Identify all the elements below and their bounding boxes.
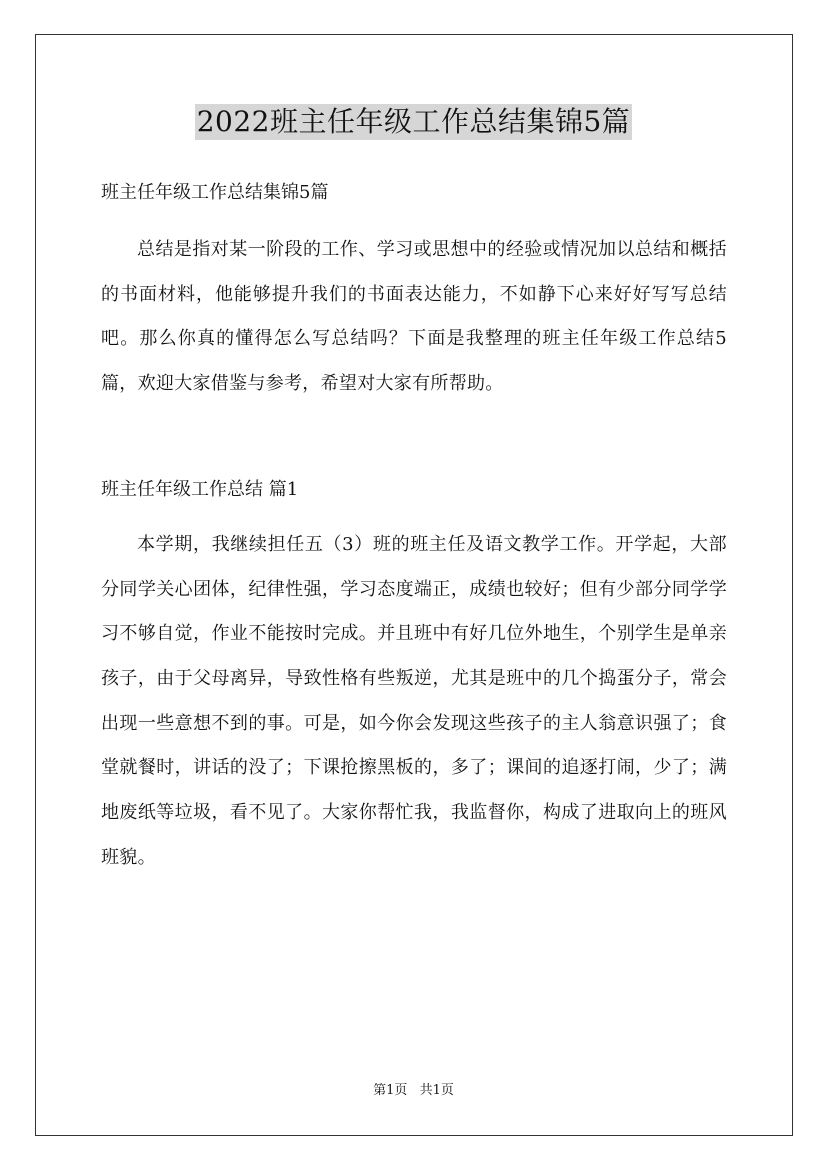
page-number-total: 共1页 bbox=[419, 1083, 454, 1098]
page-footer bbox=[0, 1082, 827, 1100]
intro-paragraph: 总结是指对某一阶段的工作、学习或思想中的经验或情况加以总结和概括的书面材料，他能够提升我们的书面表达能力，不如静下心来好好写写总结吧。那么你真的懂得怎么写总结吗？下面是我整理的班主任年级工作总结5篇，欢迎大家借鉴与参考，希望对大家有所帮助。 bbox=[101, 239, 727, 395]
document-title: 2022班主任年级工作总结集锦5篇 bbox=[196, 105, 631, 138]
page-number-current: 第1页 bbox=[373, 1083, 408, 1098]
section-heading: 班主任年级工作总结 篇1 bbox=[101, 478, 299, 500]
document-subtitle: 班主任年级工作总结集锦5篇 bbox=[101, 182, 329, 203]
document-body bbox=[101, 176, 727, 880]
section-paragraph: 本学期，我继续担任五（3）班的班主任及语文教学工作。开学起，大部分同学关心团体，纪律性强，学习态度端正，成绩也较好；但有少部分同学学习不够自觉，作业不能按时完成。并且班中有好几位外地生，个别学生是单亲孩子，由于父母离异，导致性格有些叛逆，尤其是班中的几个捣蛋分子，常会出现一些意想不到的事。可是，如今你会发现这些孩子的主人翁意识强了；食堂就餐时，讲话的没了；下课抢擦黑板的，多了；课间的追逐打闹，少了；满地废纸等垃圾，看不见了。大家你帮忙我，我监督你，构成了进取向上的班风班貌。 bbox=[101, 533, 727, 868]
title-container bbox=[0, 104, 827, 140]
